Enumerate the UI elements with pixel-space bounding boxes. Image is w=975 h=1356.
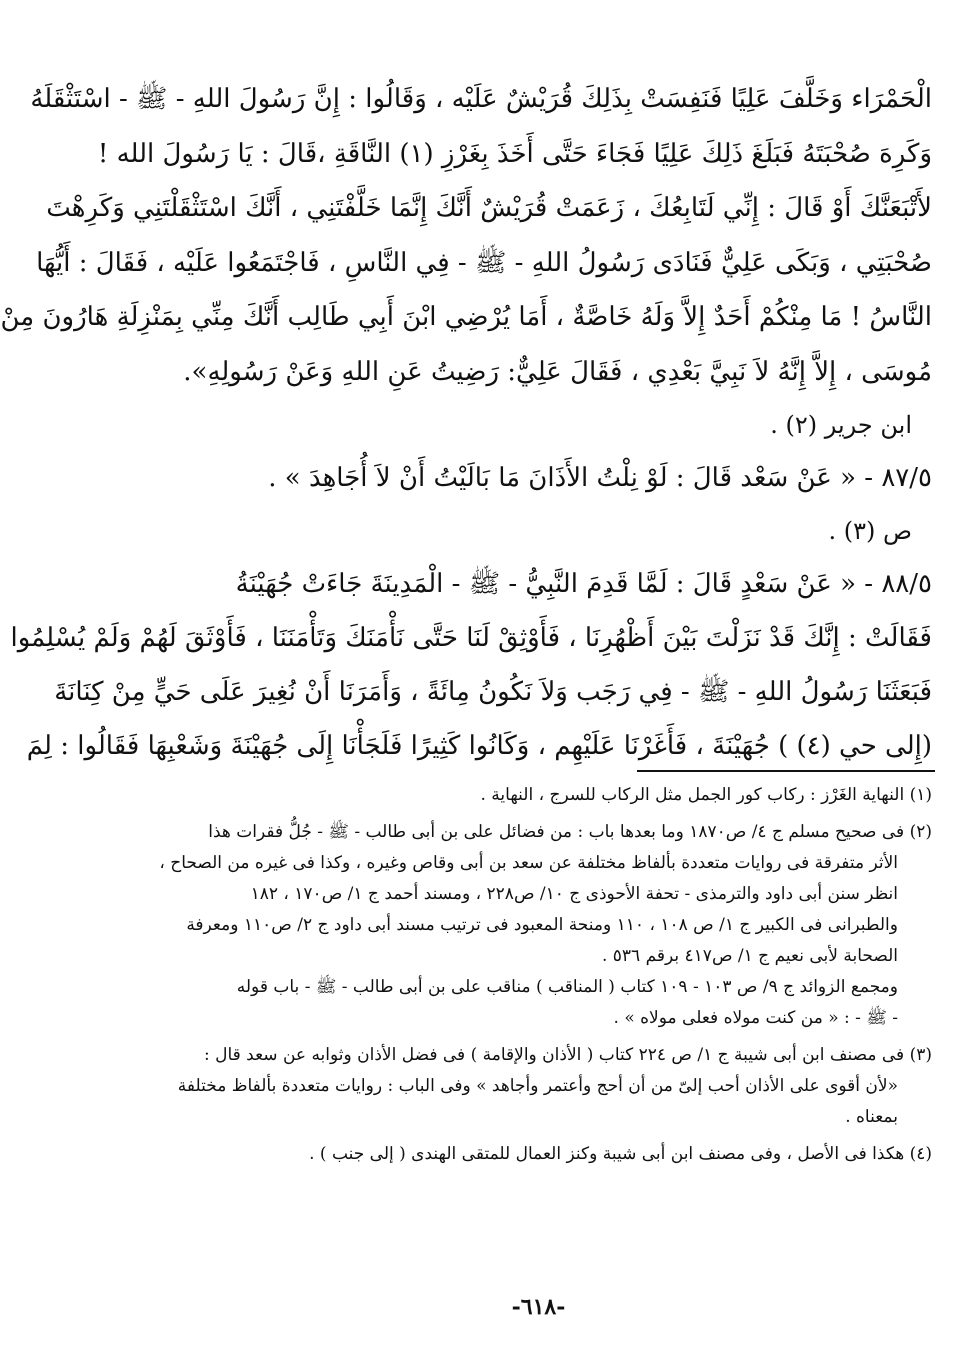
footnote-1 bbox=[142, 780, 932, 811]
source-citation: ص (٣) . bbox=[828, 517, 912, 545]
text-line: وَكَرِهَ صُحْبَتَهُ فَبَلَغَ ذَلِكَ عَلِيًا فَجَاءَ حَتَّى أَخَذَ بِغَرْزِ (١) النَّاقَةِ ،قَالَ : يَا رَسُولَ الله ! bbox=[97, 138, 932, 169]
hadith-88-line: (إِلى حي (٤) ) جُهَيْنَةَ ، فَأَغَرْنَا عَلَيْهِم ، وَكَانُوا كَثِيرًا فَلَجَأْنَا إِلَى جُهَيْنَةَ وَشَعْبِهَا فَقَالُوا : لِمَ bbox=[26, 731, 932, 761]
footnotes bbox=[142, 780, 932, 1170]
footnote-line: - ﷺ - : « من كنت مولاه فعلى مولاه » . bbox=[613, 1008, 898, 1028]
hadith-88-line: فَقَالَتْ : إِنَّكَ قَدْ نَزَلْتَ بَيْنَ أَظْهُرِنَا ، فَأَوْثِقْ لَنَا حَتَّى نَأْمَنَكَ وَتَأْمَنَنَا ، فَأَوْثَقَ لَهُمْ وَلَمْ يُسْلِمُوا bbox=[10, 623, 932, 653]
text-line: مُوسَى ، إِلاَّ إِنَّهُ لاَ نَبِيَّ بَعْدِي ، فَقَالَ عَلِيٌّ: رَضِيتُ عَنِ اللهِ وَعَنْ رَسُولِهِ». bbox=[183, 356, 932, 387]
text-line: لأَتْبَعَنَّكَ أَوْ قَالَ : إِنِّي لَتَابِعُكَ ، زَعَمَتْ قُرَيْشٌ أَنَّكَ إِنَّمَا خَلَّفْتَنِي ، أَنَّكَ اسْتَثْقَلْتَنِي وَكَرِهْتَ bbox=[46, 193, 932, 223]
footnote-3 bbox=[142, 1040, 932, 1133]
footnote-line: الأثر متفرقة فى روايات متعددة بألفاظ مختلفة عن سعد بن أبى وقاص وغيره ، وكذا فى غيره من الصحاح ، bbox=[159, 853, 898, 873]
main-text bbox=[0, 72, 932, 773]
hadith-88-line: ٨٨/٥ - « عَنْ سَعْدٍ قَالَ : لَمَّا قَدِمَ النَّبِيُّ - ﷺ - الْمَدِينَةَ جَاءَتْ جُهَيْنَةُ bbox=[235, 569, 932, 599]
text-line: النَّاسُ ! مَا مِنْكُمْ أَحَدٌ إِلاَّ وَلَهُ خَاصَّةٌ ، أَمَا يُرْضِي ابْنَ أَبِي طَالِب أَنَّكَ مِنِّي بِمَنْزِلَةِ هَارُونَ مِنْ bbox=[0, 302, 932, 332]
hadith-87: ٨٧/٥ - « عَنْ سَعْد قَالَ : لَوْ نِلْتُ الأَذَانَ مَا بَالَيْتُ أَنْ لاَ أُجَاهِدَ » . bbox=[268, 463, 932, 493]
page-number: -٦١٨- bbox=[511, 1294, 566, 1320]
footnote-line: (٣) فى مصنف ابن أبى شيبة ج ١/ ص ٢٢٤ كتاب ( الأذان والإقامة ) فى فضل الأذان وثوابه عن سعد قال : bbox=[203, 1045, 932, 1065]
text-line: الْحَمْرَاء وَخَلَّفَ عَلِيًا فَنَفِسَتْ بِذَلِكَ قُرَيْشٌ عَلَيْه ، وَقَالُوا : إِنَّ رَسُولَ اللهِ - ﷺ - اسْتَثْقَلَهُ bbox=[30, 84, 932, 114]
source-citation: ابن جرير (٢) . bbox=[770, 411, 912, 439]
footnote-line: (١) النهاية الغَرْز : ركاب كور الجمل مثل الركاب للسرج ، النهاية . bbox=[480, 785, 932, 805]
footnote-line: ومجمع الزوائد ج ٩/ ص ١٠٣ - ١٠٩ كتاب ( المناقب ) مناقب على بن أبى طالب - ﷺ - باب قوله bbox=[236, 977, 898, 997]
footnote-line: الصحابة لأبى نعيم ج ١/ ص٤١٧ برقم ٥٣٦ . bbox=[601, 946, 898, 966]
text-line: صُحْبَتِي ، وَبَكَى عَلِيٌّ فَنَادَى رَسُولُ اللهِ - ﷺ - فِي النَّاسِ ، فَاجْتَمَعُوا عَلَيْه ، فَقَالَ : أَيُّهَا bbox=[36, 247, 932, 278]
footnote-4 bbox=[142, 1139, 932, 1170]
footnote-2 bbox=[142, 817, 932, 1034]
footnote-line: (٤) هكذا فى الأصل ، وفى مصنف ابن أبى شيبة وكنز العمال للمتقى الهندى ( إلى جنب ) . bbox=[309, 1144, 932, 1164]
footnote-divider bbox=[637, 770, 935, 772]
hadith-88-line: فَبَعَثَنَا رَسُولُ اللهِ - ﷺ - فِي رَجَب وَلاَ نَكُونُ مِائَةً ، وَأَمَرَنَا أَنْ نُغِيرَ عَلَى حَيٍّ مِنْ كِنَانَةَ bbox=[54, 677, 932, 707]
footnote-line: والطبرانى فى الكبير ج ١/ ص ١٠٨ ، ١١٠ ومنحة المعبود فى ترتيب مسند أبى داود ج ٢/ ص١١٠ ومعرفة bbox=[186, 915, 898, 935]
footnote-line: انظر سنن أبى داود والترمذى - تحفة الأحوذى ج ١٠/ ص٢٢٨ ، ومسند أحمد ج ١/ ص١٧٠ ، ١٨٢ bbox=[250, 884, 898, 904]
footnote-line: (٢) فى صحيح مسلم ج ٤/ ص١٨٧٠ وما بعدها باب : من فضائل على بن أبى طالب - ﷺ - جُلُّ فقرات هذا bbox=[208, 822, 932, 842]
footnote-line: «لأن أقوى على الأذان أحب إلىّ من أن أحج وأعتمر وأجاهد » وفى الباب : روايات متعددة بألفاظ مختلفة bbox=[177, 1076, 898, 1096]
footnote-line: بمعناه . bbox=[845, 1107, 898, 1127]
